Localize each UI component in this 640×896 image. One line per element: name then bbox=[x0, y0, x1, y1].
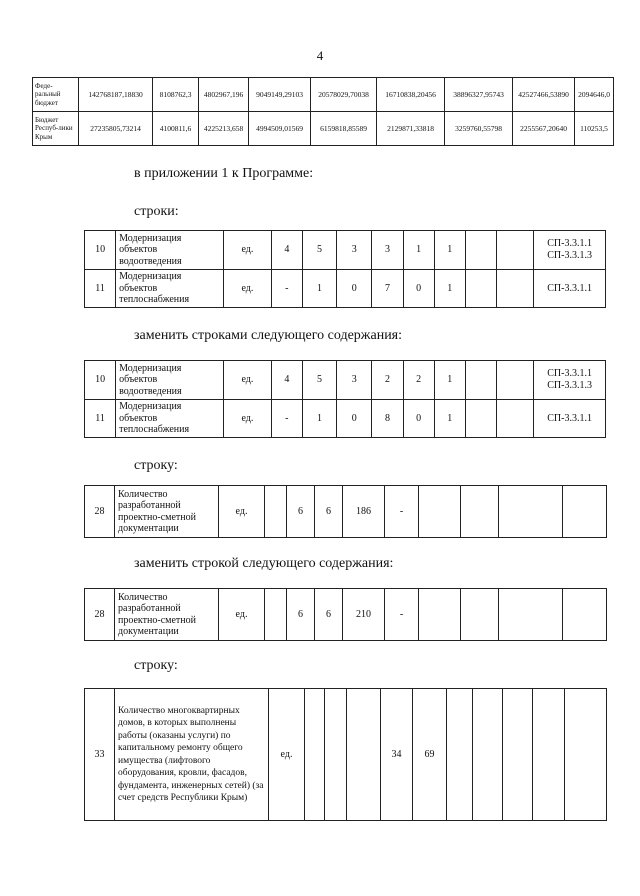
table-cell: 0 bbox=[403, 400, 434, 438]
table-cell: 4 bbox=[271, 231, 302, 270]
table-cell bbox=[465, 231, 496, 270]
indicator-name: Модернизация объектов теплоснабжения bbox=[116, 270, 224, 308]
row33-table bbox=[84, 688, 607, 821]
table-cell: 6 bbox=[287, 589, 315, 641]
row-number: 33 bbox=[85, 689, 115, 821]
table-cell: 7 bbox=[372, 270, 403, 308]
old-rows-table bbox=[84, 230, 606, 308]
table-cell bbox=[419, 486, 461, 538]
table-cell: 0 bbox=[337, 400, 372, 438]
indicator-name: Модернизация объектов водоотведения bbox=[116, 231, 224, 270]
table-cell: 2094646,0 bbox=[575, 78, 614, 112]
table-cell: 3259760,55798 bbox=[445, 112, 513, 146]
table-cell: 210 bbox=[343, 589, 385, 641]
table-cell bbox=[563, 486, 607, 538]
table-cell: 34 bbox=[381, 689, 413, 821]
program-code: СП-3.3.1.1 bbox=[547, 238, 592, 249]
table-cell bbox=[499, 486, 563, 538]
table-cell bbox=[265, 589, 287, 641]
table-row bbox=[85, 270, 606, 308]
row28-new-table bbox=[84, 588, 607, 641]
replace-rows-label: заменить строками следующего содержания: bbox=[134, 328, 403, 343]
page-number: 4 bbox=[316, 48, 324, 63]
table-cell: 6 bbox=[287, 486, 315, 538]
code-cell bbox=[534, 270, 606, 308]
budget-table bbox=[32, 77, 614, 146]
table-cell: 6159818,85589 bbox=[311, 112, 377, 146]
table-cell bbox=[461, 589, 499, 641]
table-cell: 1 bbox=[434, 400, 465, 438]
table-cell: 1 bbox=[434, 231, 465, 270]
table-cell bbox=[496, 361, 533, 400]
table-cell: 5 bbox=[302, 231, 336, 270]
code-cell bbox=[534, 231, 606, 270]
table-cell: 0 bbox=[403, 270, 434, 308]
table-cell: 2255567,20640 bbox=[513, 112, 575, 146]
table-cell: 4802967,196 bbox=[199, 78, 249, 112]
row-number: 11 bbox=[85, 270, 116, 308]
table-cell bbox=[305, 689, 325, 821]
row-label: Бюджет Респуб-лики Крым bbox=[33, 112, 79, 146]
unit-cell: ед. bbox=[224, 270, 272, 308]
program-code: СП-3.3.1.1 bbox=[547, 282, 592, 294]
row-number: 11 bbox=[85, 400, 116, 438]
table-cell: 38896327,95743 bbox=[445, 78, 513, 112]
table-cell bbox=[496, 270, 533, 308]
table-cell: 1 bbox=[403, 231, 434, 270]
table-cell: - bbox=[271, 270, 302, 308]
table-cell: 16710838,20456 bbox=[377, 78, 445, 112]
table-cell: 186 bbox=[343, 486, 385, 538]
indicator-name: Модернизация объектов водоотведения bbox=[116, 361, 224, 400]
program-code: СП-3.3.1.3 bbox=[547, 380, 592, 391]
table-cell: 4100811,6 bbox=[153, 112, 199, 146]
new-rows-table bbox=[84, 360, 606, 438]
table-row bbox=[85, 231, 606, 270]
table-cell: 42527466,53890 bbox=[513, 78, 575, 112]
table-cell: 2129871,33818 bbox=[377, 112, 445, 146]
table-cell: 6 bbox=[315, 486, 343, 538]
table-cell bbox=[325, 689, 347, 821]
row-number: 28 bbox=[85, 486, 115, 538]
code-cell bbox=[534, 400, 606, 438]
table-row bbox=[85, 689, 607, 821]
table-cell bbox=[496, 400, 533, 438]
table-cell: 4225213,658 bbox=[199, 112, 249, 146]
table-cell: - bbox=[385, 589, 419, 641]
row-number: 28 bbox=[85, 589, 115, 641]
table-cell: 8 bbox=[372, 400, 403, 438]
table-cell: 69 bbox=[413, 689, 447, 821]
table-cell: 8108762,3 bbox=[153, 78, 199, 112]
table-cell: 3 bbox=[337, 361, 372, 400]
table-cell bbox=[347, 689, 381, 821]
indicator-name: Количество разработанной проектно-сметной документации bbox=[115, 589, 219, 641]
table-cell bbox=[465, 361, 496, 400]
row-label-1: строку: bbox=[134, 458, 178, 473]
table-cell bbox=[461, 486, 499, 538]
appendix-intro: в приложении 1 к Программе: bbox=[134, 166, 314, 181]
table-cell: 2 bbox=[403, 361, 434, 400]
row-label: Феде-ральный бюджет bbox=[33, 78, 79, 112]
program-code: СП-3.3.1.1 bbox=[547, 412, 592, 424]
table-cell: 3 bbox=[337, 231, 372, 270]
rows-label: строки: bbox=[134, 204, 179, 219]
table-row bbox=[33, 78, 614, 112]
table-row bbox=[33, 112, 614, 146]
table-cell: 6 bbox=[315, 589, 343, 641]
table-cell: 3 bbox=[372, 231, 403, 270]
table-cell: - bbox=[271, 400, 302, 438]
table-row bbox=[85, 361, 606, 400]
table-cell: 1 bbox=[302, 270, 336, 308]
table-cell bbox=[447, 689, 473, 821]
table-cell bbox=[533, 689, 565, 821]
table-cell: 1 bbox=[302, 400, 336, 438]
table-cell bbox=[465, 270, 496, 308]
replace-row-label: заменить строкой следующего содержания: bbox=[134, 556, 394, 571]
table-cell bbox=[563, 589, 607, 641]
table-cell bbox=[473, 689, 503, 821]
table-cell: 0 bbox=[337, 270, 372, 308]
row-label-2: строку: bbox=[134, 658, 178, 673]
table-cell bbox=[503, 689, 533, 821]
unit-cell: ед. bbox=[224, 400, 272, 438]
table-cell: 1 bbox=[434, 270, 465, 308]
table-cell: 1 bbox=[434, 361, 465, 400]
indicator-name: Модернизация объектов теплоснабжения bbox=[116, 400, 224, 438]
table-cell bbox=[565, 689, 607, 821]
table-row bbox=[85, 589, 607, 641]
row-number: 10 bbox=[85, 361, 116, 400]
code-cell bbox=[534, 361, 606, 400]
table-cell: 20578029,70038 bbox=[311, 78, 377, 112]
table-cell: - bbox=[385, 486, 419, 538]
table-cell: 9049149,29103 bbox=[249, 78, 311, 112]
row-number: 10 bbox=[85, 231, 116, 270]
table-cell bbox=[419, 589, 461, 641]
table-cell: 2 bbox=[372, 361, 403, 400]
unit-cell: ед. bbox=[224, 361, 272, 400]
indicator-name: Количество многоквартирных домов, в которых выполнены работы (оказаны услуги) по капитальному ремонту общего имущества (лифтового оборудования, кровли, фасадов, фундамента, инженерных сетей) (за счет средств Республики Крым) bbox=[115, 689, 269, 821]
table-cell: 4 bbox=[271, 361, 302, 400]
unit-cell: ед. bbox=[224, 231, 272, 270]
program-code: СП-3.3.1.3 bbox=[547, 250, 592, 261]
table-cell bbox=[465, 400, 496, 438]
table-cell: 5 bbox=[302, 361, 336, 400]
table-cell bbox=[496, 231, 533, 270]
unit-cell: ед. bbox=[269, 689, 305, 821]
row28-old-table bbox=[84, 485, 607, 538]
table-cell: 4994509,01569 bbox=[249, 112, 311, 146]
table-cell bbox=[499, 589, 563, 641]
program-code: СП-3.3.1.1 bbox=[547, 368, 592, 379]
table-row bbox=[85, 400, 606, 438]
table-cell: 142768187,18830 bbox=[79, 78, 153, 112]
indicator-name: Количество разработанной проектно-сметной документации bbox=[115, 486, 219, 538]
table-cell: 27235805,73214 bbox=[79, 112, 153, 146]
unit-cell: ед. bbox=[219, 486, 265, 538]
unit-cell: ед. bbox=[219, 589, 265, 641]
table-cell bbox=[265, 486, 287, 538]
table-cell: 110253,5 bbox=[575, 112, 614, 146]
table-row bbox=[85, 486, 607, 538]
